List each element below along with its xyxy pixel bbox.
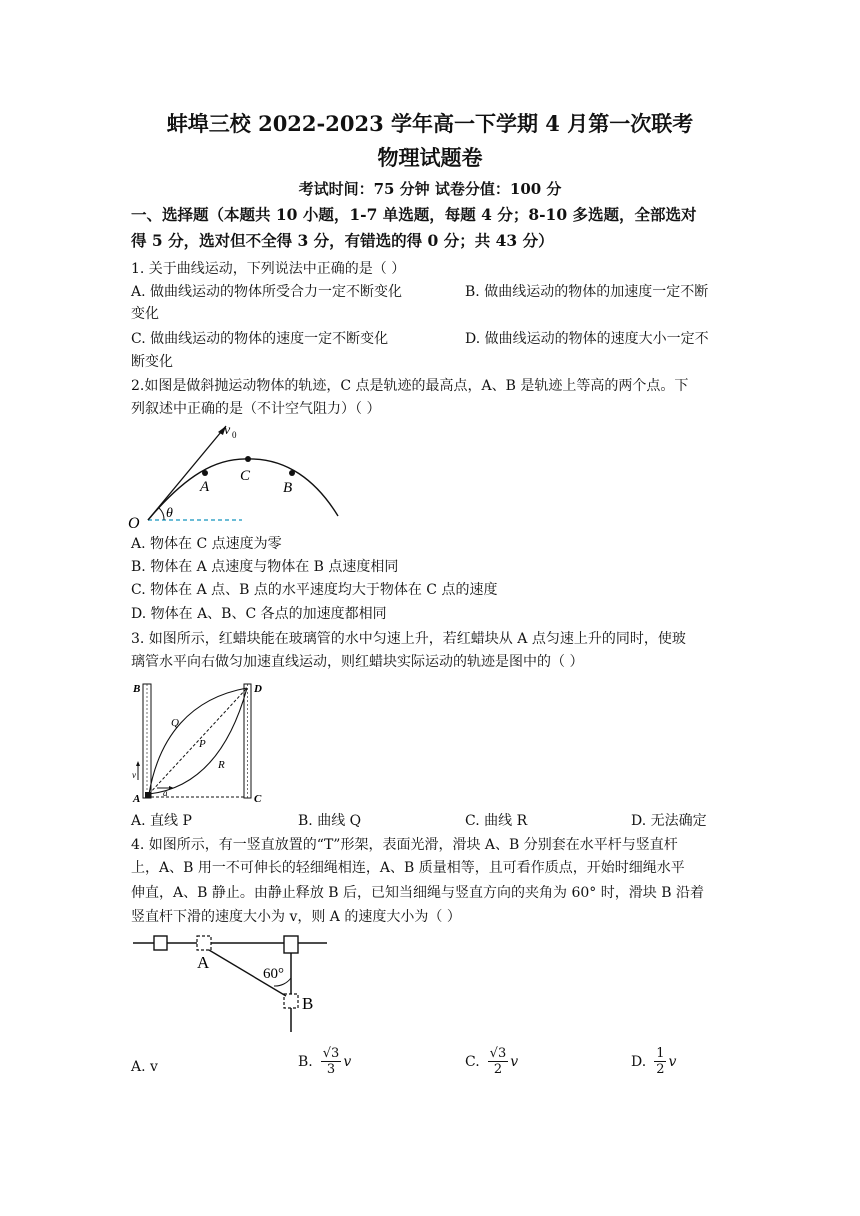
section-heading-line2: 得 5 分，选对但不全得 3 分，有错选的得 0 分；共 43 分）	[131, 231, 554, 250]
q3-label-v: v	[132, 770, 136, 780]
q2-option-a: A. 物体在 C 点速度为零	[131, 536, 282, 552]
q2-label-v0: v	[224, 423, 231, 438]
q4-option-d-label: D.	[631, 1053, 647, 1070]
q4-option-d-denominator: 2	[656, 1062, 665, 1077]
q3-label-a: A	[133, 793, 141, 805]
q4-option-a: A. v	[131, 1059, 158, 1075]
q1-option-b-cont: 变化	[131, 306, 159, 322]
section-heading-line1: 一、选择题（本题共 10 小题，1-7 单选题，每题 4 分；8-10 多选题，全部选对	[131, 205, 697, 224]
q3-label-b: B	[133, 683, 141, 695]
exam-info: 考试时间：75 分钟 试卷分值：100 分	[298, 180, 562, 198]
q4-label-a: A	[197, 953, 210, 972]
q3-stem-line2: 璃管水平向右做匀加速直线运动，则红蜡块实际运动的轨迹是图中的（ ）	[131, 654, 584, 670]
q3-label-p: P	[199, 738, 206, 750]
q4-stem-line1: 4. 如图所示，有一竖直放置的“T”形架，表面光滑，滑块 A、B 分别套在水平杆与竖直杆	[131, 837, 678, 853]
q1-option-c: C. 做曲线运动的物体的速度一定不断变化	[131, 331, 389, 347]
q1-option-b: B. 做曲线运动的物体的加速度一定不断	[465, 284, 709, 300]
q4-t-frame-figure	[131, 930, 331, 1036]
q4-option-b-var: v	[343, 1053, 352, 1070]
q4-stem-line3: 伸直，A、B 静止。由静止释放 B 后，已知当细绳与竖直方向的夹角为 60° 时，滑块 B 沿着	[131, 885, 704, 901]
q3-tube-figure	[131, 676, 271, 808]
q4-stem-line4: 竖直杆下滑的速度大小为 v，则 A 的速度大小为（ ）	[131, 909, 461, 925]
q2-label-o: O	[128, 515, 140, 530]
q3-option-a: A. 直线 P	[131, 813, 192, 829]
q3-label-c: C	[254, 793, 262, 805]
q4-option-b-label: B.	[298, 1053, 313, 1070]
q2-stem-line2: 列叙述中正确的是（不计空气阻力）（ ）	[131, 401, 381, 417]
q4-option-d-numerator: 1	[656, 1046, 665, 1061]
q2-label-b: B	[283, 480, 293, 496]
q2-stem-line1: 2.如图是做斜抛运动物体的轨迹，C 点是轨迹的最高点，A、B 是轨迹上等高的两个点。下	[131, 378, 689, 394]
q2-option-c: C. 物体在 A 点、B 点的水平速度均大于物体在 C 点的速度	[131, 582, 498, 598]
q3-option-d: D. 无法确定	[631, 813, 707, 829]
q2-label-v0-sub: 0	[232, 430, 237, 440]
q4-option-c-label: C.	[465, 1053, 480, 1070]
q3-option-b: B. 曲线 Q	[298, 813, 362, 829]
q2-label-c: C	[240, 468, 251, 484]
q2-projectile-figure	[126, 420, 356, 530]
q4-option-d-var: v	[668, 1053, 677, 1070]
q3-label-r: R	[218, 759, 225, 771]
q1-option-d-cont: 断变化	[131, 354, 173, 370]
q2-label-theta: θ	[166, 506, 173, 521]
q1-option-a: A. 做曲线运动的物体所受合力一定不断变化	[131, 284, 403, 300]
q4-option-b-fraction	[321, 1046, 342, 1077]
q4-option-b	[298, 1046, 351, 1077]
q4-option-d-fraction	[654, 1046, 666, 1077]
q3-option-c: C. 曲线 R	[465, 813, 528, 829]
q3-label-d: D	[254, 683, 262, 695]
exam-title: 蚌埠三校 2022-2023 学年高一下学期 4 月第一次联考	[166, 111, 694, 136]
q4-option-c-fraction	[488, 1046, 509, 1077]
q2-option-d: D. 物体在 A、B、C 各点的加速度都相同	[131, 606, 387, 622]
q4-option-c-var: v	[510, 1053, 519, 1070]
q3-stem-line1: 3. 如图所示，红蜡块能在玻璃管的水中匀速上升，若红蜡块从 A 点匀速上升的同时，使玻	[131, 631, 686, 647]
q2-label-a: A	[200, 479, 210, 495]
q4-option-d	[631, 1046, 676, 1077]
q4-label-b: B	[302, 994, 314, 1013]
q4-stem-line2: 上，A、B 用一不可伸长的轻细绳相连，A、B 质量相等，且可看作质点，开始时细绳水平	[131, 860, 685, 876]
q3-label-q: Q	[171, 717, 179, 729]
q1-stem: 1. 关于曲线运动，下列说法中正确的是（ ）	[131, 261, 406, 277]
q4-label-angle: 60°	[263, 966, 284, 982]
q4-option-c-numerator: √3	[489, 1046, 507, 1061]
q1-option-d: D. 做曲线运动的物体的速度大小一定不	[465, 331, 709, 347]
q3-label-a-accel: a	[163, 788, 168, 798]
q4-option-b-numerator: √3	[322, 1046, 340, 1061]
exam-subtitle: 物理试题卷	[377, 145, 483, 170]
q4-option-c-denominator: 2	[493, 1062, 503, 1077]
q2-option-b: B. 物体在 A 点速度与物体在 B 点速度相同	[131, 559, 399, 575]
q4-option-b-denominator: 3	[326, 1062, 336, 1077]
q4-option-c	[465, 1046, 518, 1077]
